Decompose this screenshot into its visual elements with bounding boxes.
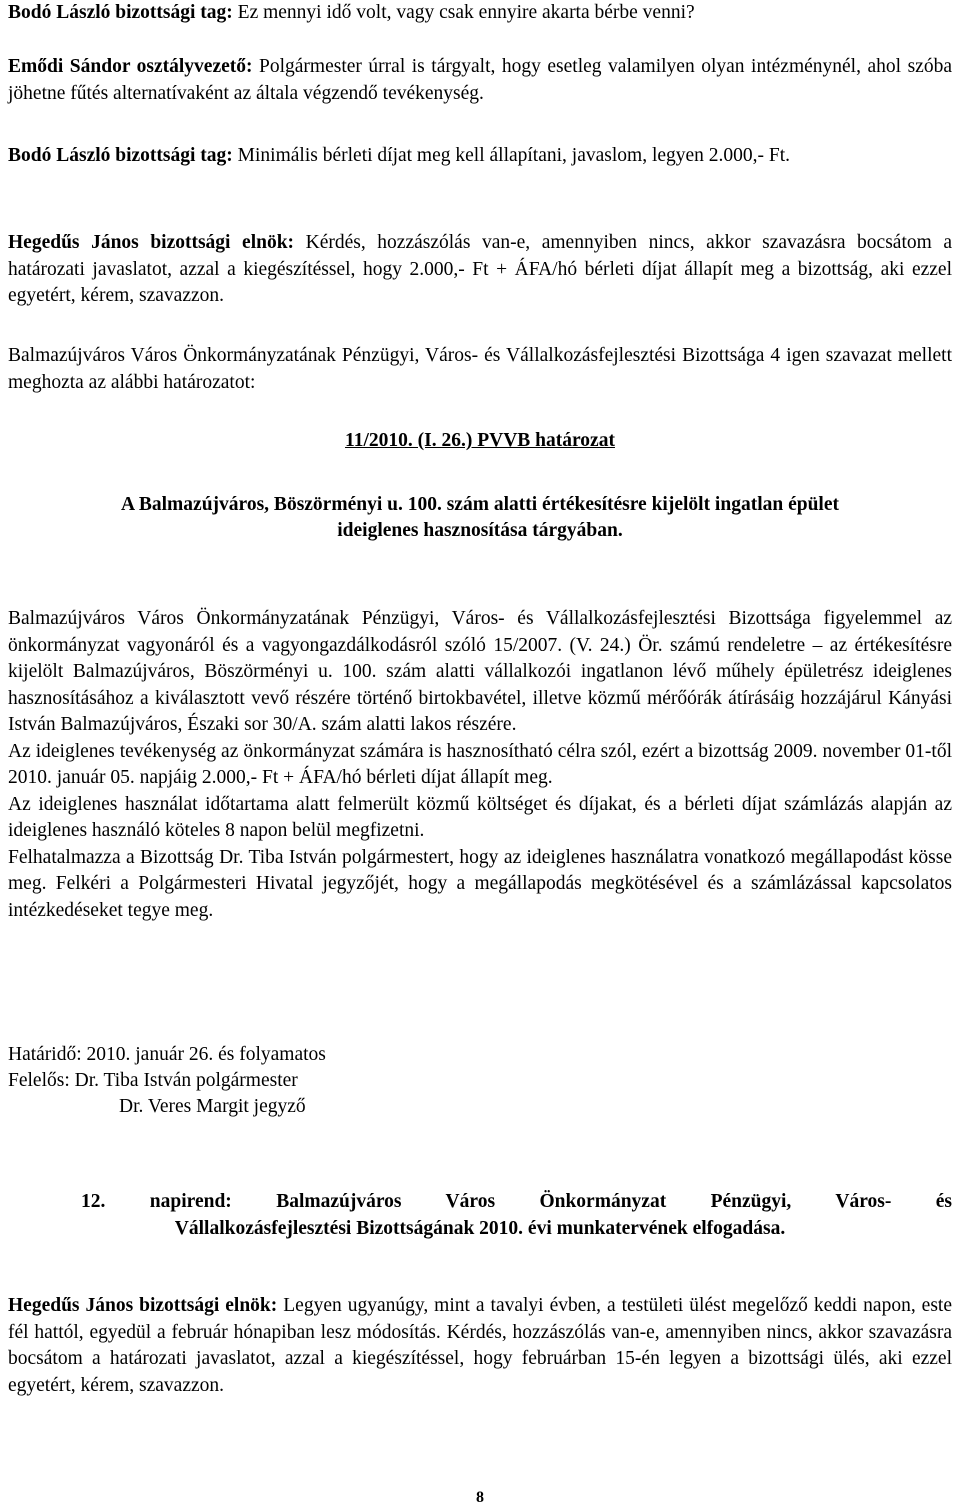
speaker-label: Bodó László bizottsági tag:	[8, 145, 233, 166]
paragraph-text: Legyen ugyanúgy, mint a tavalyi évben, a testületi ülést megelőző keddi napon, este fél hattól, egyedül a február hónapiban lesz módosítás. Kérdés, hozzászólás van-e, amennyiben nincs, akkor szavazásra bocsátom a határozati javaslatot, azzal a kiegészítéssel, hogy februárban 15-én legyen a bizottsági ülés, aki ezzel egyetért, kérem, szavazzon.	[8, 1295, 952, 1396]
resolution-body	[8, 606, 952, 924]
speaker-label: Emődi Sándor osztályvezető:	[8, 56, 253, 77]
paragraph-hegedus-vote	[8, 230, 952, 310]
paragraph-bodo-fee	[8, 143, 952, 170]
paragraph-bodo-question	[8, 0, 952, 27]
resolution-paragraph: Az ideiglenes használat időtartama alatt felmerült közmű költséget és díjakat, és a bérleti díjat számlázás alapján az ideiglenes használó köteles 8 napon belül megfizetni.	[8, 793, 952, 841]
paragraph-text: Balmazújváros Város Önkormányzatának Pénzügyi, Város- és Vállalkozásfejlesztési Bizottsága 4 igen szavazat mellett meghozta az alábbi határozatot:	[8, 345, 952, 393]
paragraph-text: Ez mennyi idő volt, vagy csak ennyire akarta bérbe venni?	[232, 2, 695, 23]
resolution-subject-line: A Balmazújváros, Böszörményi u. 100. szám alatti értékesítésre kijelölt ingatlan épület	[121, 494, 839, 515]
speaker-label: Hegedűs János bizottsági elnök:	[8, 232, 295, 253]
resolution-title: 11/2010. (I. 26.) PVVB határozat	[345, 430, 615, 451]
paragraph-text: Kérdés, hozzászólás van-e, amennyiben nincs, akkor szavazásra bocsátom a határozati javaslatot, azzal a kiegészítéssel, hogy 2.000,- Ft + ÁFA/hó bérleti díjat állapít meg a bizottság, aki ezzel egyetért, kérem, szavazzon.	[8, 232, 953, 306]
agenda-heading-line: 12. napirend: Balmazújváros Város Önkormányzat Pénzügyi, Város- és	[81, 1191, 952, 1212]
resolution-subject	[8, 492, 952, 544]
resolution-number	[8, 430, 952, 452]
deadline-block	[8, 1042, 952, 1120]
speaker-label: Hegedűs János bizottsági elnök:	[8, 1295, 278, 1316]
paragraph-text: Minimális bérleti díjat meg kell állapítani, javaslom, legyen 2.000,- Ft.	[232, 145, 791, 166]
paragraph-hegedus-schedule	[8, 1293, 952, 1399]
responsible-line-2: Dr. Veres Margit jegyző	[119, 1096, 306, 1117]
agenda-heading-line: Vállalkozásfejlesztési Bizottságának 2010. évi munkatervének elfogadása.	[174, 1218, 786, 1239]
agenda-heading	[8, 1188, 952, 1242]
resolution-paragraph: Felhatalmazza a Bizottság Dr. Tiba István polgármestert, hogy az ideiglenes használatra vonatkozó megállapodást kösse meg. Felkéri a Polgármesteri Hivatal jegyzőjét, hogy a megállapodás megkötésével és a számlázással kapcsolatos intézkedéseket tegye meg.	[8, 846, 952, 921]
speaker-label: Bodó László bizottsági tag:	[8, 2, 233, 23]
paragraph-emodi	[8, 54, 952, 107]
page-number: 8	[476, 1489, 484, 1506]
paragraph-text: Polgármester úrral is tárgyalt, hogy esetleg valamilyen olyan intézménynél, ahol szóba jöhetne fűtés alternatívaként az általa végzendő tevékenység.	[8, 56, 952, 104]
responsible-line: Felelős: Dr. Tiba István polgármester	[8, 1070, 298, 1091]
resolution-paragraph: Az ideiglenes tevékenység az önkormányzat számára is hasznosítható célra szól, ezért a bizottság 2009. november 01-től 2010. január 05. napjáig 2.000,- Ft + ÁFA/hó bérleti díjat állapít meg.	[8, 740, 952, 788]
resolution-subject-line: ideiglenes hasznosítása tárgyában.	[337, 520, 623, 541]
resolution-paragraph: Balmazújváros Város Önkormányzatának Pénzügyi, Város- és Vállalkozásfejlesztési Bizottsága figyelemmel az önkormányzat vagyonáról és a vagyongazdálkodásról szóló 15/2007. (V. 24.) Ör. számú rendeletre – az értékesítésre kijelölt Balmazújváros, Böszörményi u. 100. szám alatti vállalkozói ingatlanon lévő műhely épületrész ideiglenes hasznosításához a kiválasztott vevő részére történő birtokbavétel, illetve közmű mérőórák átírásáig hozzájárul Kányási István Balmazújváros, Északi sor 30/A. szám alatti lakos részére.	[8, 608, 952, 735]
paragraph-committee-decision	[8, 343, 952, 396]
deadline-line: Határidő: 2010. január 26. és folyamatos	[8, 1044, 326, 1065]
